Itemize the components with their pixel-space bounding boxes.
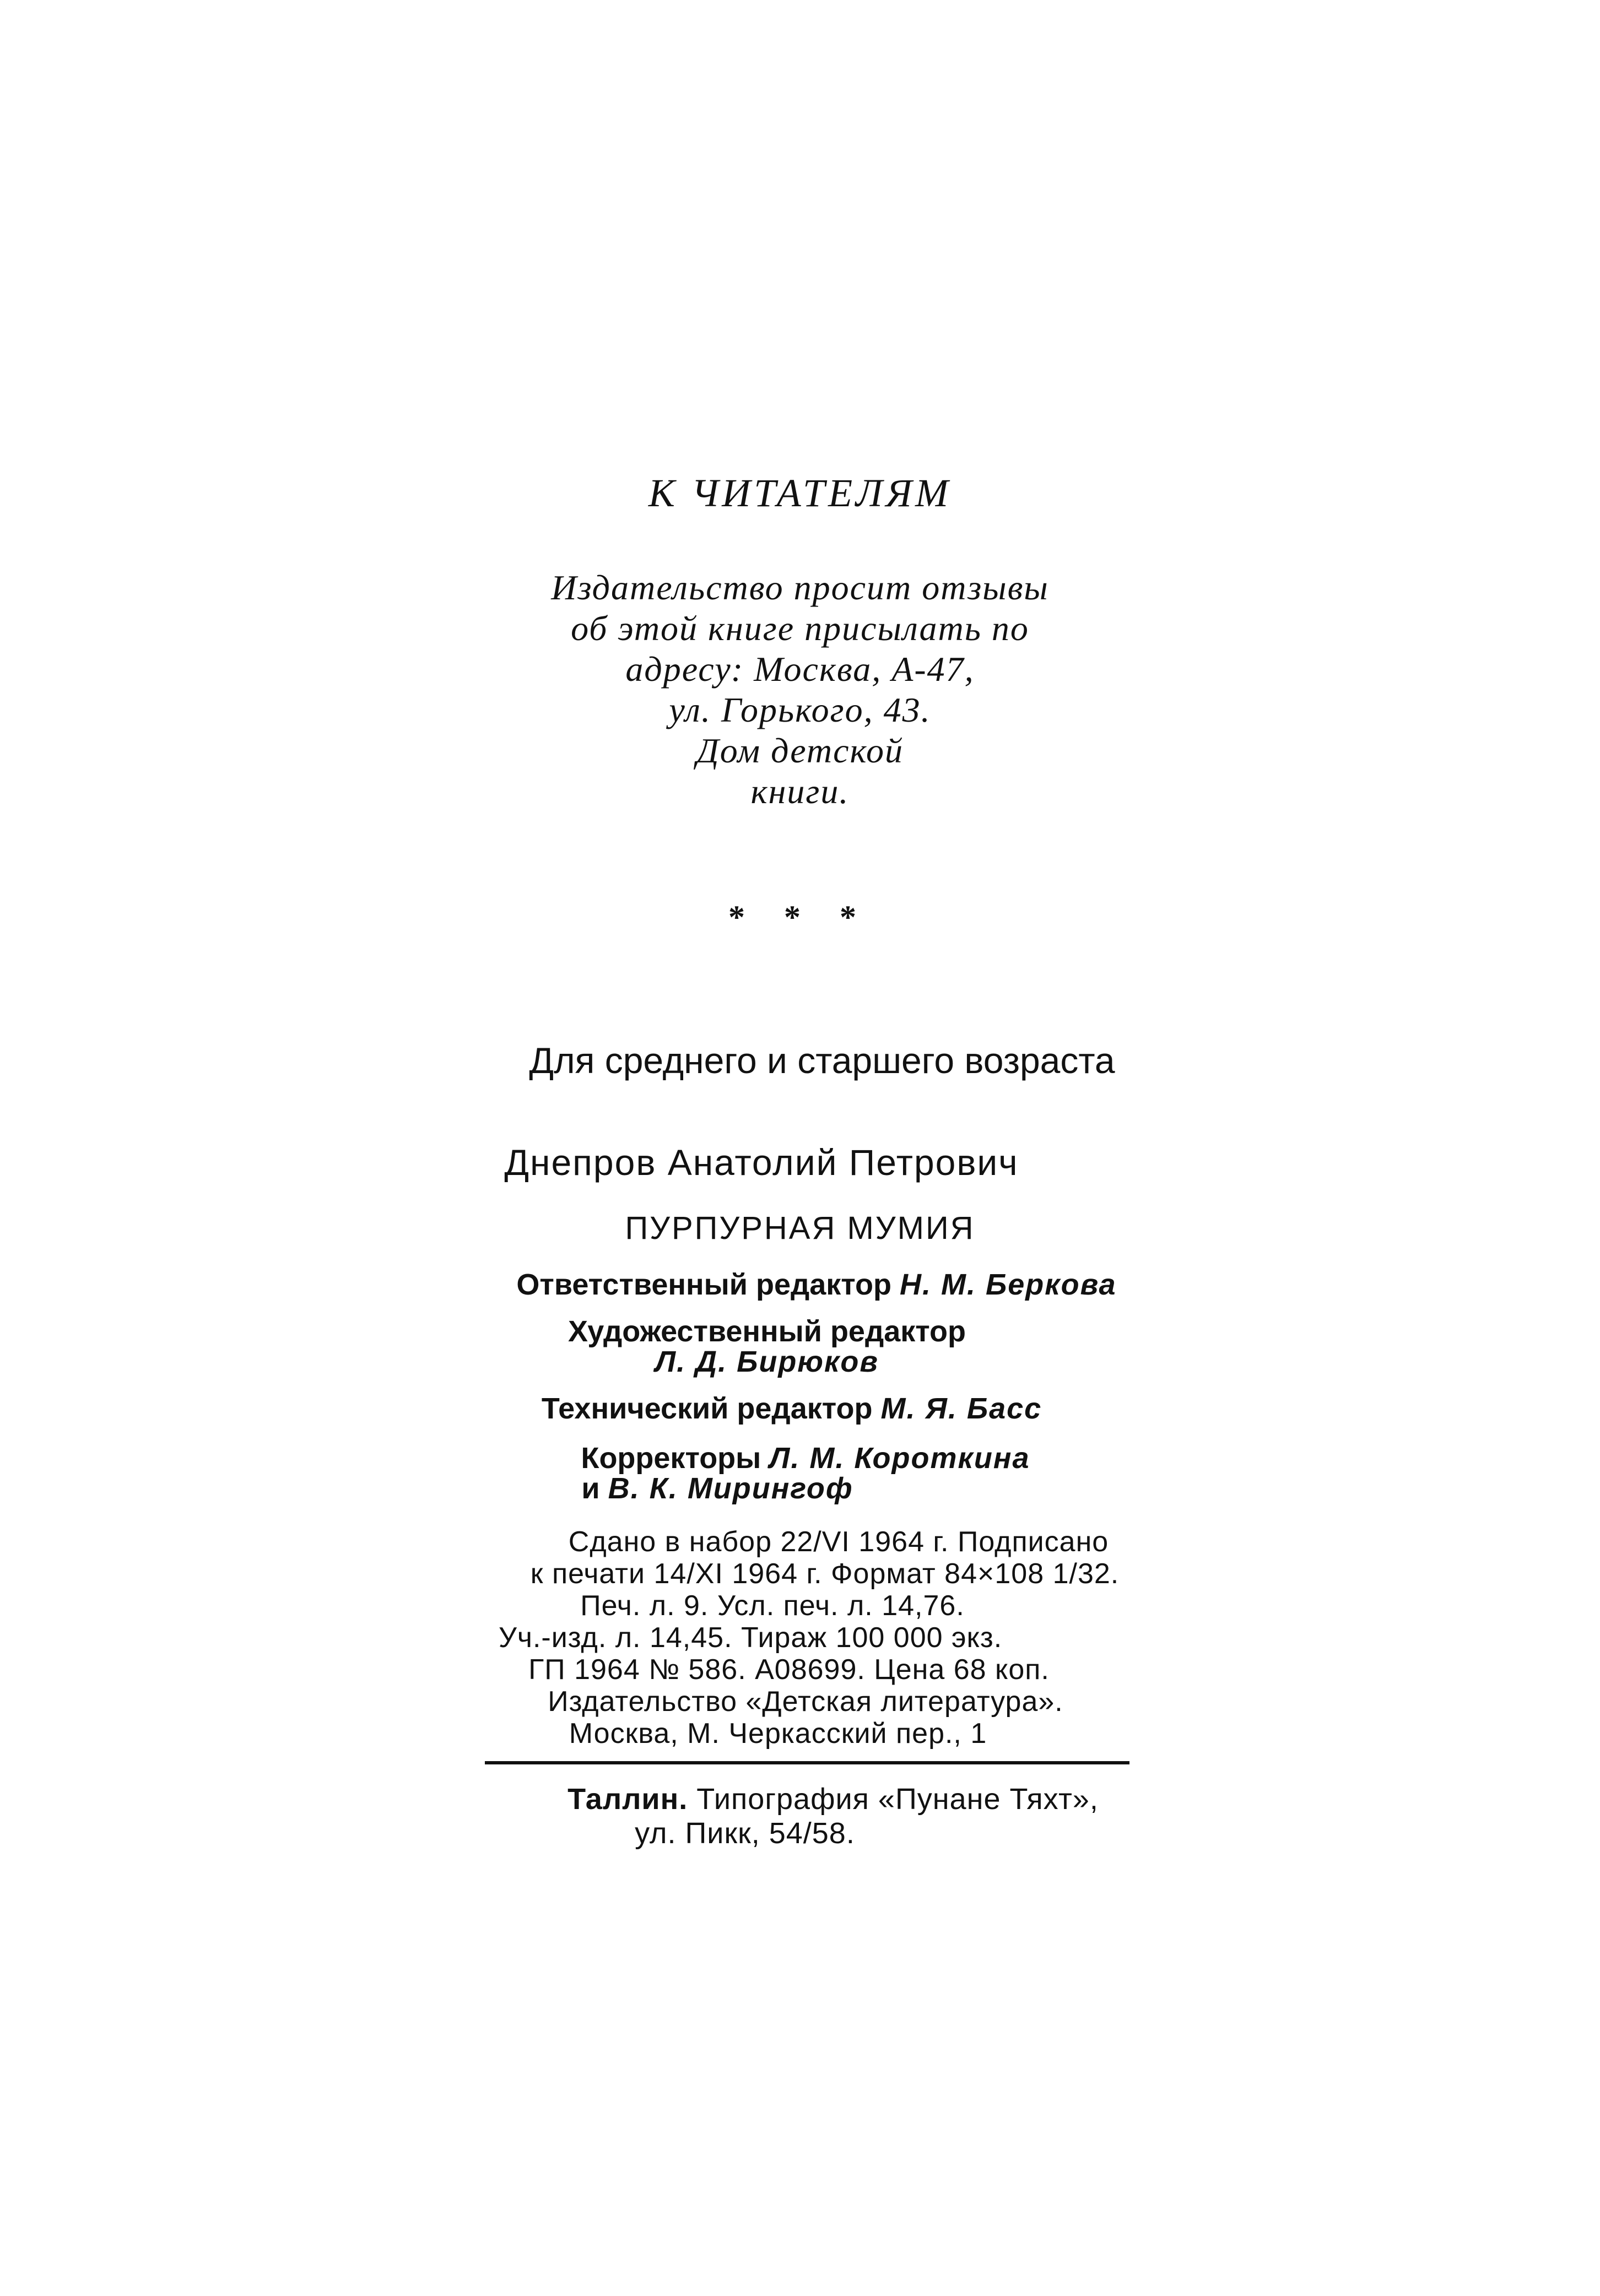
proofreader-conjunction: и	[581, 1472, 600, 1505]
printer-line-1	[33, 1782, 1600, 1816]
tech-editor-label: Технический редактор	[541, 1392, 873, 1425]
proofreaders-label: Корректоры	[581, 1442, 761, 1475]
printer-address: ул. Пикк, 54/58.	[635, 1817, 855, 1850]
tech-line: Издательство «Детская литература».	[548, 1686, 1063, 1718]
tech-line: Москва, М. Черкасский пер., 1	[569, 1718, 987, 1750]
tech-line: ГП 1964 № 586. А08699. Цена 68 коп.	[528, 1654, 1050, 1686]
proofreader-1-name: Л. М. Короткина	[769, 1442, 1030, 1475]
reader-note-line: адресу: Москва, А-47,	[625, 649, 975, 689]
printer-city: Таллин.	[567, 1783, 688, 1816]
art-editor-name-text: Л. Д. Бирюков	[655, 1345, 879, 1378]
proofreader-2-name: В. К. Мирингоф	[608, 1472, 853, 1505]
tech-line: Уч.-изд. л. 14,45. Тираж 100 000 экз.	[498, 1622, 1003, 1654]
art-editor-label: Художественный редактор	[567, 1315, 966, 1348]
reader-note-line: об этой книге присылать по	[571, 609, 1029, 648]
tech-editor-name: М. Я. Басс	[880, 1392, 1042, 1425]
printer-name: Типография «Пунане Тяхт»,	[696, 1783, 1099, 1816]
reader-note	[0, 567, 1600, 812]
tech-line: к печати 14/XI 1964 г. Формат 84×108 1/32.	[530, 1558, 1120, 1590]
tech-editor	[0, 1391, 1592, 1426]
proofreader-2	[0, 1471, 1517, 1506]
divider-rule	[485, 1761, 1129, 1764]
page-heading: К ЧИТАТЕЛЯМ	[648, 471, 952, 515]
reader-note-line: книги.	[750, 772, 850, 811]
author-name: Днепров Анатолий Петрович	[504, 1142, 1019, 1183]
responsible-editor-name: Н. М. Беркова	[900, 1268, 1117, 1301]
reader-note-line: Издательство просит отзывы	[551, 568, 1049, 607]
art-editor-name	[0, 1344, 1567, 1379]
asterisk-separator: * * *	[728, 899, 872, 935]
reader-note-line: ул. Горького, 43.	[669, 690, 931, 729]
responsible-editor	[17, 1267, 1600, 1302]
tech-line: Печ. л. 9. Усл. печ. л. 14,76.	[580, 1590, 965, 1622]
tech-line: Сдано в набор 22/VI 1964 г. Подписано	[568, 1526, 1109, 1558]
age-audience: Для среднего и старшего возраста	[529, 1040, 1115, 1081]
book-title: ПУРПУРНАЯ МУМИЯ	[625, 1210, 975, 1246]
reader-note-line: Дом детской	[696, 731, 904, 770]
responsible-editor-label: Ответственный редактор	[516, 1268, 892, 1301]
